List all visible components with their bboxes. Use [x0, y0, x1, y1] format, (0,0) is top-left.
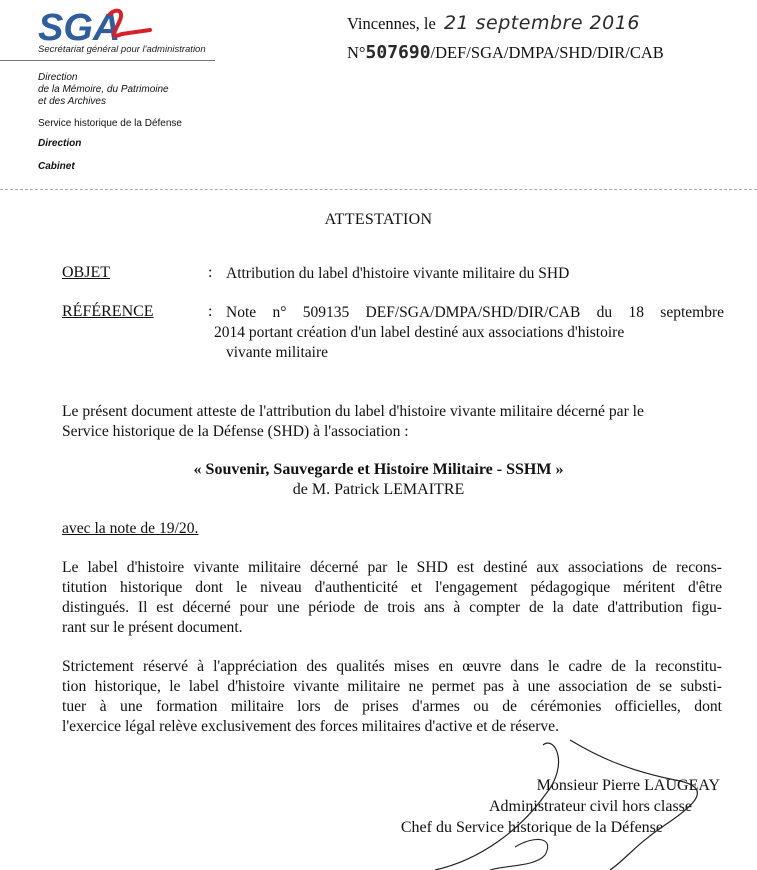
document-title: ATTESTATION	[324, 211, 433, 228]
sga-logo-text: SGA	[38, 7, 121, 49]
paragraph-2-line-2: tion historique, le label d'histoire vivante militaire ne permet pas à une association de se substi-	[62, 678, 722, 695]
signatory-function: Chef du Service historique de la Défense	[400, 819, 663, 836]
number-reference: /DEF/SGA/DMPA/SHD/DIR/CAB	[430, 43, 664, 62]
objet-colon: :	[208, 264, 213, 281]
intro-line-1: Le présent document atteste de l'attribution du label d'histoire vivante militaire décerné par le	[62, 403, 644, 420]
objet-text: Attribution du label d'histoire vivante militaire du SHD	[226, 265, 570, 282]
document-number	[347, 42, 664, 63]
handwritten-signature	[395, 735, 735, 870]
header-separator	[0, 189, 757, 190]
reference-line-3: vivante militaire	[226, 344, 329, 361]
reference-label: RÉFÉRENCE	[62, 303, 154, 320]
unit-cabinet: Cabinet	[38, 161, 75, 172]
direction-block	[38, 72, 169, 108]
reference-line-2: 2014 portant création d'un label destiné aux associations d'histoire	[214, 324, 625, 341]
signatory-rank: Administrateur civil hors classe	[488, 798, 692, 815]
paragraph-1-line-4: rant sur le présent document.	[62, 619, 243, 636]
reference-colon: :	[208, 303, 213, 320]
direction-line: de la Mémoire, du Patrimoine	[38, 84, 169, 95]
paragraph-2-line-4: l'exercice légal relève exclusivement des forces militaires d'active et de réserve.	[62, 718, 560, 735]
paragraph-2-line-1: Strictement réservé à l'appréciation des qualités mises en œuvre dans le cadre de la reconstitu-	[62, 658, 722, 675]
number-prefix: N°	[347, 43, 366, 62]
handwritten-date: 21 septembre 2016	[443, 12, 640, 34]
signatory-name: Monsieur Pierre LAUGEAY	[536, 777, 720, 794]
direction-line: et des Archives	[38, 96, 106, 107]
service-name: Service historique de la Défense	[38, 118, 182, 129]
place: Vincennes, le	[347, 14, 436, 33]
paragraph-2-line-3: tuer à une formation militaire lors de prises d'armes ou de cérémonies officielles, dont	[62, 698, 722, 715]
paragraph-1-line-3: distingués. Il est décerné pour une période de trois ans à compter de la date d'attribution figu-	[62, 599, 722, 616]
grade-note: avec la note de 19/20.	[62, 520, 199, 537]
place-date	[347, 12, 640, 34]
paragraph-1-line-1: Le label d'histoire vivante militaire décerné par le SHD est destiné aux associations de recons-	[62, 559, 722, 576]
reference-line-1: Note n° 509135 DEF/SGA/DMPA/SHD/DIR/CAB du 18 septembre	[226, 304, 724, 321]
stamped-number: 507690	[365, 42, 431, 63]
direction-line: Direction	[38, 72, 78, 83]
association-president: de M. Patrick LEMAITRE	[292, 481, 465, 498]
logo-subtitle: Secrétariat général pour l'administration	[38, 44, 206, 55]
paragraph-1-line-2: titution historique dont le niveau d'authenticité et l'engagement pédagogique méritent d'être	[62, 579, 722, 596]
objet-label: OBJET	[62, 264, 110, 281]
intro-line-2: Service historique de la Défense (SHD) à l'association :	[62, 423, 409, 440]
unit-direction: Direction	[38, 138, 82, 149]
association-name: « Souvenir, Sauvegarde et Histoire Militaire - SSHM »	[193, 461, 564, 478]
letterhead-rule	[0, 60, 215, 61]
